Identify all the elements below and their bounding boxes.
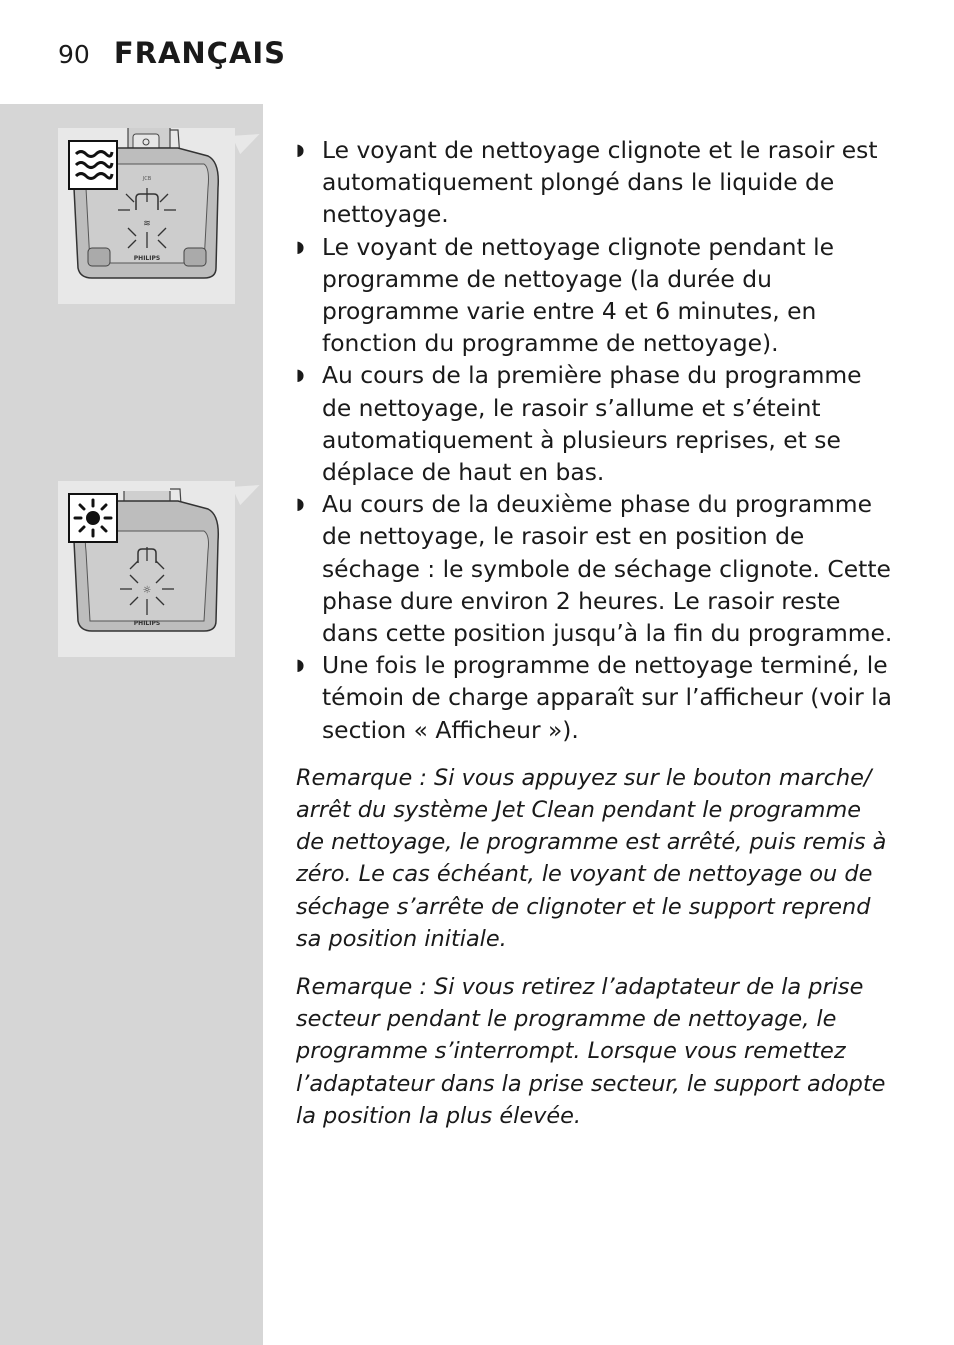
sun-icon [68,493,118,543]
list-item [296,134,896,231]
waves-icon [68,140,118,190]
page-number: 90 [58,40,90,69]
list-item [296,649,896,746]
list-item [296,231,896,360]
bullet-marker: ◗ [296,655,305,675]
list-item [296,359,896,488]
note-paragraph: Remarque : Si vous retirez l’adaptateur de la prise secteur pendant le programme de nettoyage, le programme s’interrompt. Lorsque vous remettez l’adaptateur dans la prise secteur, le support adopte la position la plus élevée. [296,974,886,1129]
note-paragraph: Remarque : Si vous appuyez sur le bouton marche/ arrêt du système Jet Clean pendant le programme de nettoyage, le programme est arrêté, puis remis à zéro. Le cas échéant, le voyant de nettoyage ou de séchage s’arrête de clignoter et le support reprend sa position initiale. [296,764,887,952]
figure-cleaning-illustration [58,128,235,304]
svg-text:PHILIPS: PHILIPS [133,255,161,262]
figure-drying-illustration [58,481,235,657]
bullet-text: Le voyant de nettoyage clignote pendant le programme de nettoyage (la durée du programme varie entre 4 et 6 minutes, en fonction du programme de nettoyage). [322,232,835,358]
bullet-list [296,134,896,746]
svg-text:☼: ☼ [142,585,152,596]
bullet-text: Le voyant de nettoyage clignote et le rasoir est automatiquement plongé dans le liquide de nettoyage. [322,136,878,229]
bullet-text: Une fois le programme de nettoyage terminé, le témoin de charge apparaît sur l’afficheur (voir la section « Afficheur »). [322,651,892,744]
svg-text:JCB: JCB [142,176,152,182]
bullet-marker: ◗ [296,236,305,256]
page-header [58,36,286,72]
bullet-marker: ◗ [296,494,305,514]
section-language-title: FRANÇAIS [113,36,287,70]
bullet-text: Au cours de la première phase du programme de nettoyage, le rasoir s’allume et s’éteint automatiquement à plusieurs reprises, et se déplace de haut en bas. [322,361,862,487]
svg-text:≋: ≋ [143,219,151,229]
svg-text:PHILIPS: PHILIPS [133,620,161,627]
bullet-marker: ◗ [296,365,305,385]
list-item [296,488,896,649]
bullet-text: Au cours de la deuxième phase du programme de nettoyage, le rasoir est en position de séchage : le symbole de séchage clignote. Cette phase dure environ 2 heures. Le rasoir reste dans cette position jusqu’à la fin du programme. [322,490,893,648]
main-content [296,134,896,1132]
bullet-marker: ◗ [296,140,305,159]
